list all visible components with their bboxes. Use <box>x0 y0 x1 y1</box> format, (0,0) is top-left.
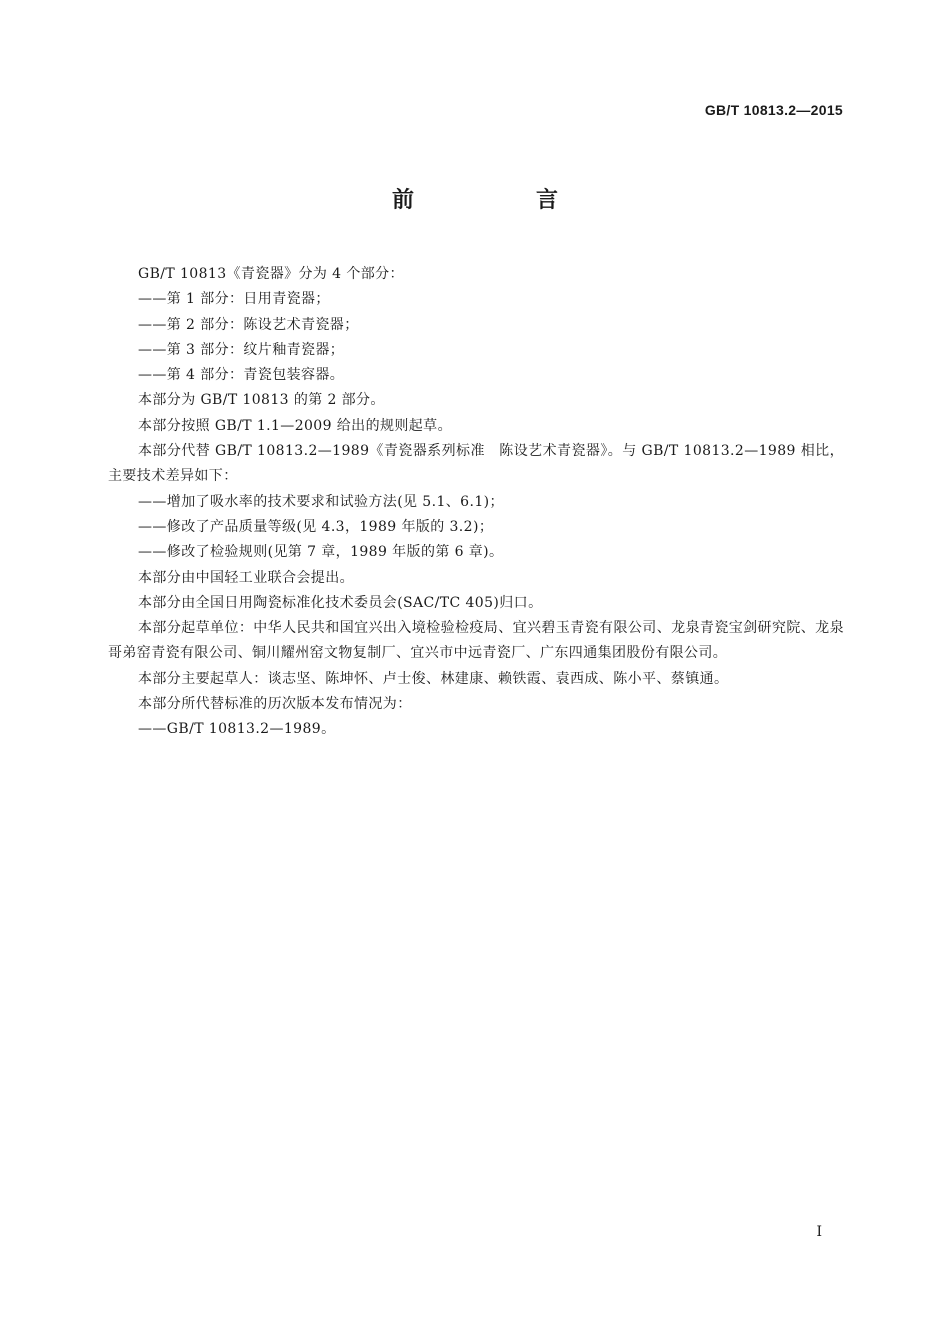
paragraph: 本部分主要起草人：谈志坚、陈坤怀、卢士俊、林建康、赖铁霞、袁西成、陈小平、蔡镇通。 <box>138 670 729 687</box>
paragraph: GB/T 10813《青瓷器》分为 4 个部分： <box>138 266 404 282</box>
list-item: ——增加了吸水率的技术要求和试验方法(见 5.1、6.1)； <box>138 493 504 510</box>
standard-code: GB/T 10813.2—2015 <box>704 102 843 118</box>
paragraph: 本部分所代替标准的历次版本发布情况为： <box>138 696 412 713</box>
paragraph: 本部分由全国日用陶瓷标准化技术委员会(SAC/TC 405)归口。 <box>138 594 543 611</box>
list-item: ——第 1 部分：日用青瓷器； <box>138 291 330 308</box>
list-item: ——GB/T 10813.2—1989。 <box>138 721 336 738</box>
list-item: ——修改了产品质量等级(见 4.3，1989 年版的 3.2)； <box>138 518 494 535</box>
paragraph: 本部分起草单位：中华人民共和国宜兴出入境检验检疫局、宜兴碧玉青瓷有限公司、龙泉青瓷宝剑研究院、龙泉哥弟窑青瓷有限公司、铜川耀州窑文物复制厂、宜兴市中远青瓷厂、广东四通集团股份有限公司。 <box>108 620 844 662</box>
paragraph: 本部分按照 GB/T 1.1—2009 给出的规则起草。 <box>138 417 452 434</box>
list-item: ——修改了检验规则(见第 7 章，1989 年版的第 6 章)。 <box>138 544 504 561</box>
list-item: ——第 4 部分：青瓷包装容器。 <box>138 367 345 384</box>
list-item: ——第 3 部分：纹片釉青瓷器； <box>138 341 345 358</box>
page-title: 前 言 <box>391 188 608 213</box>
paragraph: 本部分代替 GB/T 10813.2—1989《青瓷器系列标准 陈设艺术青瓷器》。与 GB/T 10813.2—1989 相比，主要技术差异如下： <box>108 443 844 485</box>
paragraph: 本部分为 GB/T 10813 的第 2 部分。 <box>138 392 385 409</box>
paragraph: 本部分由中国轻工业联合会提出。 <box>138 569 354 586</box>
page-number: I <box>816 1224 822 1240</box>
foreword-body <box>108 262 844 743</box>
list-item: ——第 2 部分：陈设艺术青瓷器； <box>138 316 359 333</box>
